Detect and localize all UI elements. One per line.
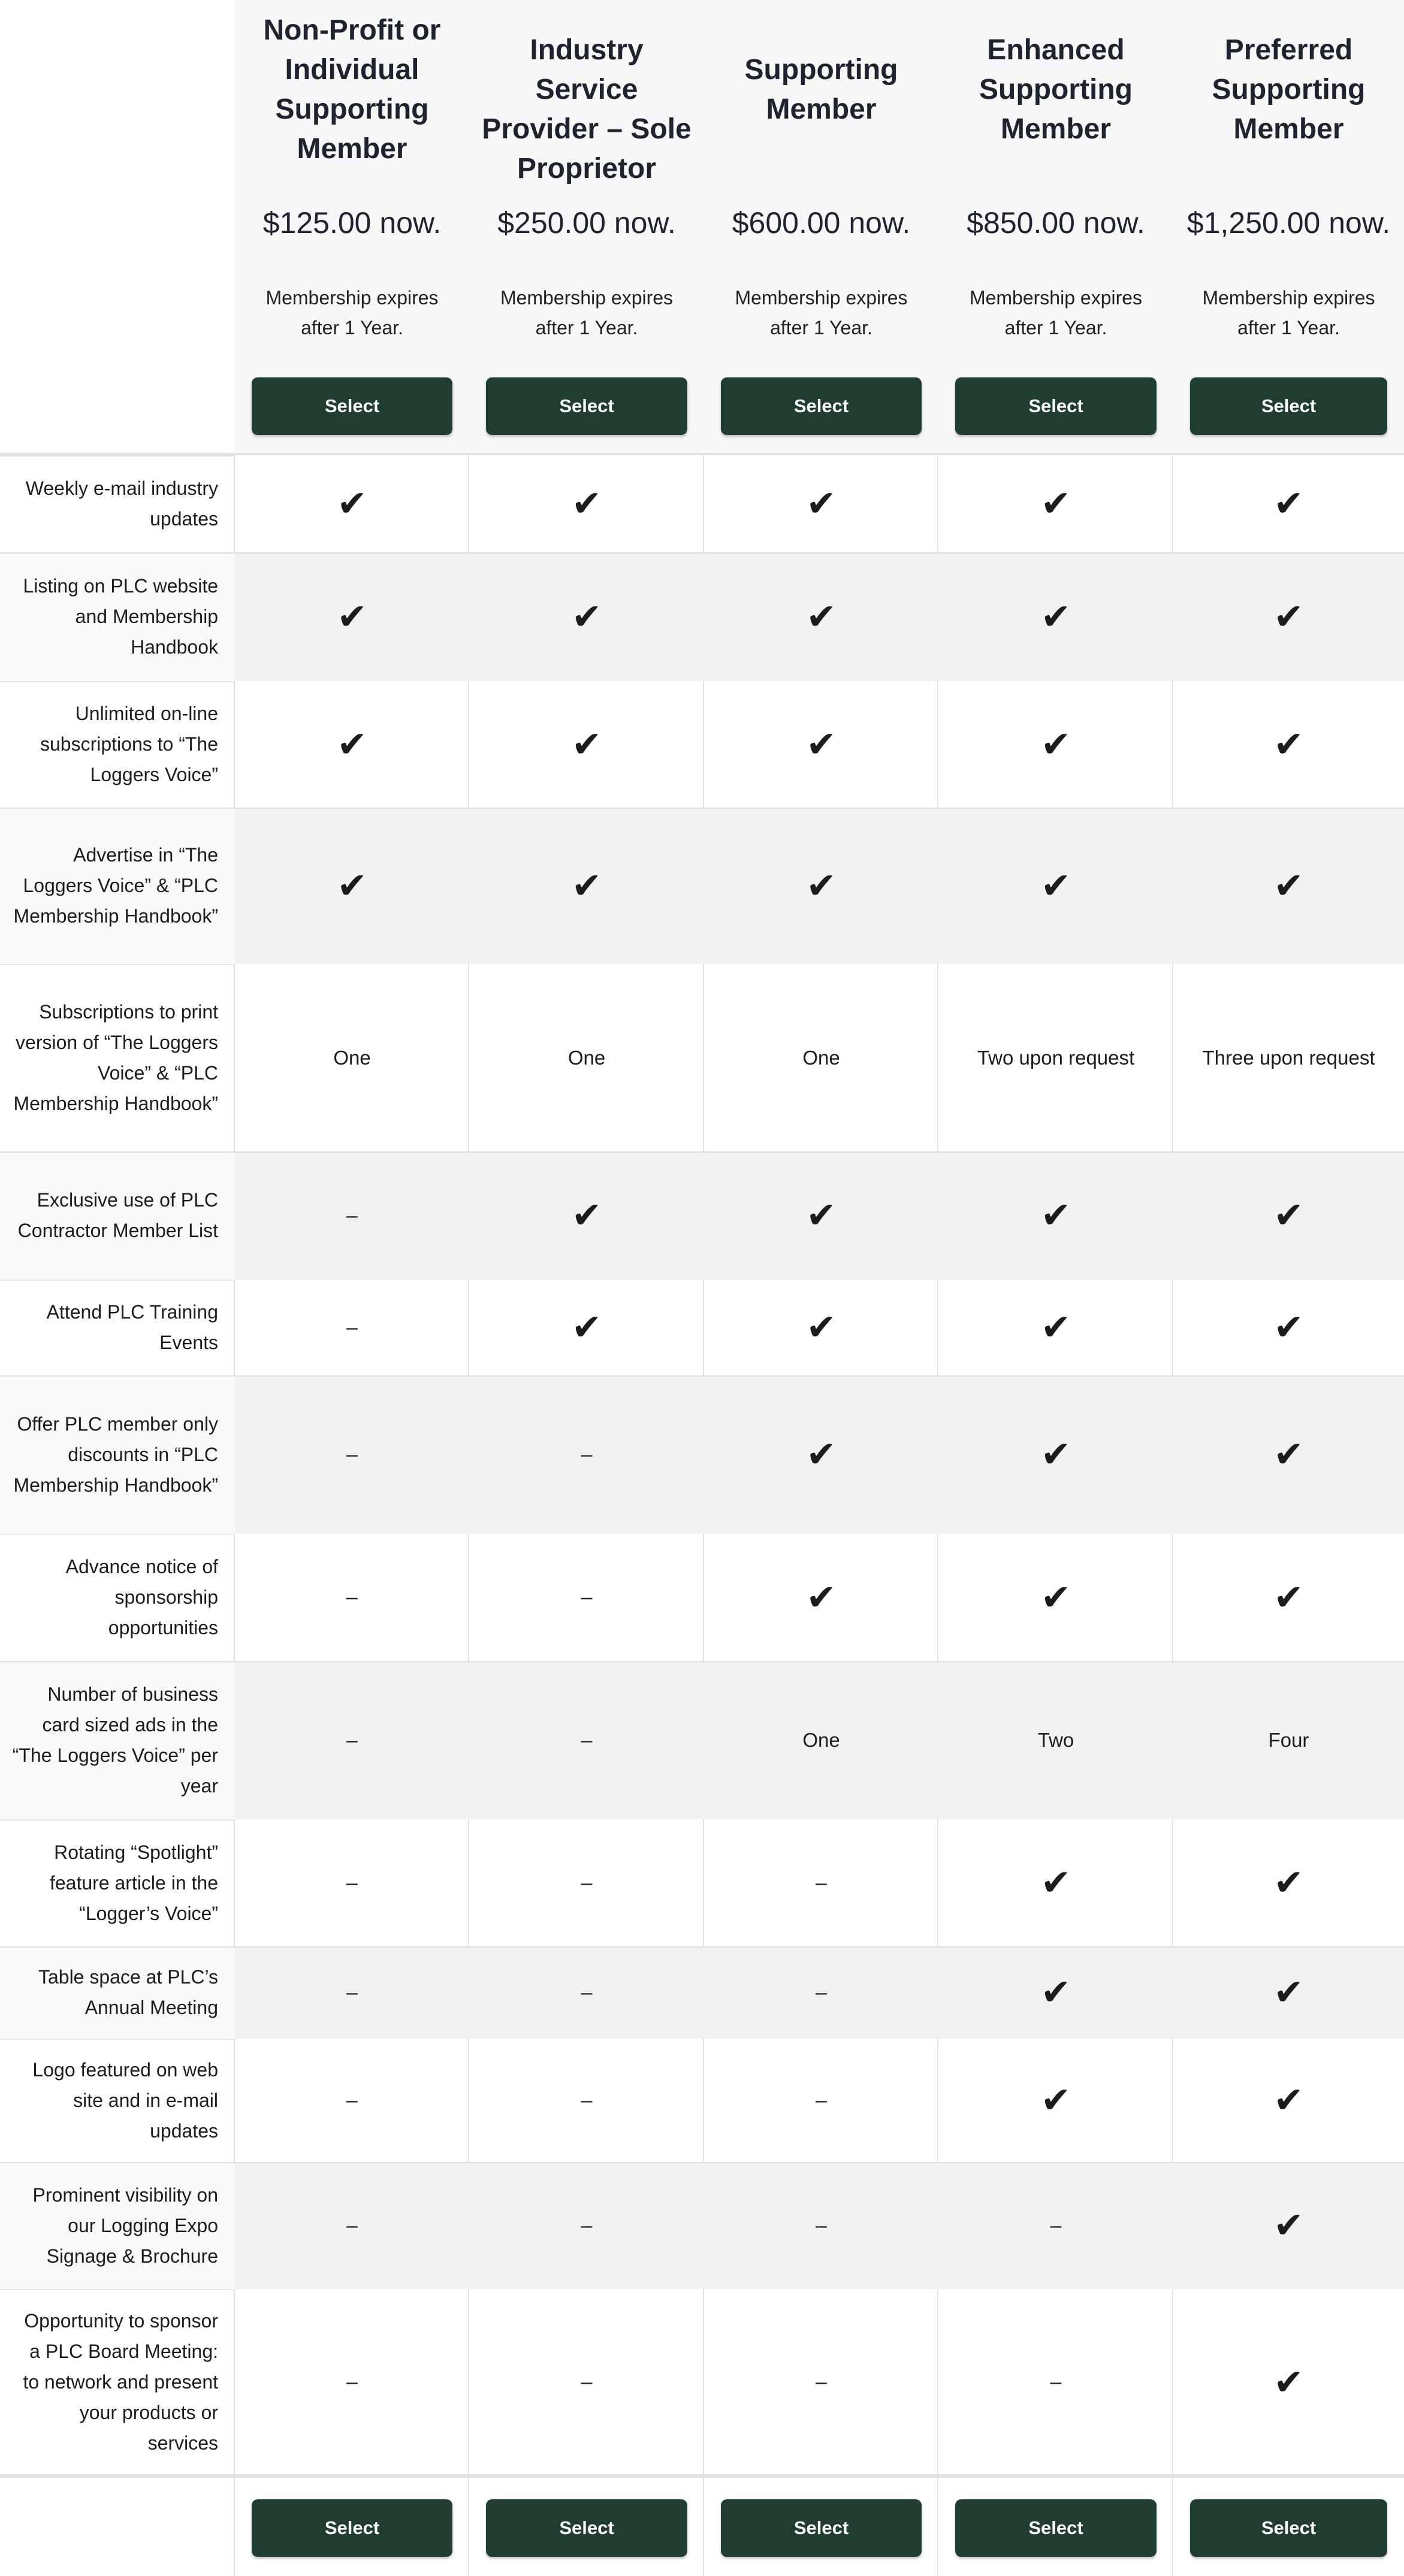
feature-cell xyxy=(1173,1729,1404,1752)
feature-cell xyxy=(938,865,1173,906)
feature-cell xyxy=(1173,1307,1404,1347)
dash-icon: – xyxy=(581,2214,593,2237)
select-button[interactable]: Select xyxy=(1190,2499,1387,2557)
feature-cell xyxy=(469,1307,704,1347)
select-button[interactable]: Select xyxy=(721,2499,922,2557)
feature-cell xyxy=(235,724,469,764)
select-button[interactable]: Select xyxy=(721,377,922,435)
checkmark-icon: ✔ xyxy=(1040,1972,1071,2012)
feature-cell xyxy=(704,1047,938,1069)
checkmark-icon: ✔ xyxy=(806,1577,837,1617)
feature-cell xyxy=(938,1047,1173,1069)
tier-price: $850.00 now. xyxy=(967,206,1145,240)
feature-cell xyxy=(235,596,469,637)
tier-name: Supporting Member xyxy=(744,54,898,125)
feature-cell xyxy=(469,483,704,524)
feature-cell xyxy=(235,1047,469,1069)
feature-cell xyxy=(938,2371,1173,2394)
tier-name: Non-Profit or Individual Supporting Member xyxy=(263,14,441,165)
feature-cell xyxy=(469,2089,704,2112)
feature-cell xyxy=(938,1577,1173,1617)
feature-cell xyxy=(938,2082,1173,2118)
checkmark-icon: ✔ xyxy=(1040,1434,1071,1474)
feature-cell xyxy=(235,1316,469,1340)
feature-cell xyxy=(469,865,704,906)
select-button[interactable]: Select xyxy=(486,2499,687,2557)
feature-value: One xyxy=(802,1729,840,1751)
checkmark-icon: ✔ xyxy=(1040,596,1071,637)
dash-icon: – xyxy=(346,2371,358,2393)
feature-cell xyxy=(704,1871,938,1895)
tier-name: Preferred Supporting Member xyxy=(1212,34,1366,145)
feature-cell xyxy=(1173,1972,1404,2012)
checkmark-icon: ✔ xyxy=(1040,1307,1071,1347)
checkmark-icon: ✔ xyxy=(571,1195,602,1235)
feature-cell xyxy=(938,2214,1173,2238)
select-button[interactable]: Select xyxy=(252,377,452,435)
checkmark-icon: ✔ xyxy=(806,483,837,524)
feature-cell xyxy=(938,724,1173,764)
tier-expiry-note: Membership expires after 1 Year. xyxy=(735,287,908,338)
feature-cell xyxy=(1173,1434,1404,1474)
feature-cell xyxy=(469,1195,704,1235)
feature-cell xyxy=(1173,1865,1404,1901)
dash-icon: – xyxy=(346,1443,358,1466)
feature-cell xyxy=(704,865,938,906)
feature-cell xyxy=(704,1981,938,2004)
feature-label: Subscriptions to print version of “The Loggers Voice” & “PLC Membership Handbook” xyxy=(13,1000,218,1114)
checkmark-icon: ✔ xyxy=(1273,1577,1304,1617)
feature-cell xyxy=(235,1981,469,2004)
checkmark-icon: ✔ xyxy=(1040,1863,1071,1903)
checkmark-icon: ✔ xyxy=(1040,483,1071,524)
feature-cell xyxy=(704,1307,938,1347)
feature-cell xyxy=(704,2371,938,2394)
checkmark-icon: ✔ xyxy=(1273,1307,1304,1347)
feature-cell xyxy=(469,724,704,764)
feature-cell xyxy=(235,1871,469,1895)
feature-cell xyxy=(235,1204,469,1227)
checkmark-icon: ✔ xyxy=(806,1195,837,1235)
feature-cell xyxy=(938,483,1173,524)
feature-label: Advance notice of sponsorship opportunities xyxy=(65,1556,218,1638)
feature-value: One xyxy=(333,1046,371,1069)
tier-expiry-note: Membership expires after 1 Year. xyxy=(500,287,674,338)
checkmark-icon: ✔ xyxy=(1040,865,1071,906)
feature-label: Weekly e-mail industry updates xyxy=(25,477,218,530)
feature-cell xyxy=(1173,2362,1404,2402)
checkmark-icon: ✔ xyxy=(571,596,602,637)
column-divider xyxy=(703,2478,704,2576)
tier-expiry-note: Membership expires after 1 Year. xyxy=(265,287,439,338)
tier-expiry-note: Membership expires after 1 Year. xyxy=(969,287,1143,338)
tier-name: Industry Service Provider – Sole Proprietor xyxy=(482,34,692,185)
feature-value: Four xyxy=(1268,1729,1309,1751)
checkmark-icon: ✔ xyxy=(337,483,367,524)
checkmark-icon: ✔ xyxy=(1273,1863,1304,1903)
feature-value: One xyxy=(567,1046,606,1069)
dash-icon: – xyxy=(346,1316,358,1339)
dash-icon: – xyxy=(816,2088,827,2112)
tier-price: $1,250.00 now. xyxy=(1186,206,1391,240)
feature-cell xyxy=(235,1729,469,1752)
dash-icon: – xyxy=(816,1871,827,1894)
feature-cell xyxy=(235,2214,469,2238)
feature-label: Offer PLC member only discounts in “PLC Membership Handbook” xyxy=(13,1413,218,1496)
dash-icon: – xyxy=(346,2088,358,2112)
feature-value: Two upon request xyxy=(977,1046,1135,1069)
select-button[interactable]: Select xyxy=(955,377,1157,435)
checkmark-icon: ✔ xyxy=(1040,2080,1071,2120)
checkmark-icon: ✔ xyxy=(337,596,367,637)
dash-icon: – xyxy=(346,1728,358,1752)
dash-icon: – xyxy=(346,1586,358,1609)
feature-cell xyxy=(938,1972,1173,2012)
checkmark-icon: ✔ xyxy=(1273,1972,1304,2012)
tier-price: $125.00 now. xyxy=(262,206,442,240)
feature-cell xyxy=(469,2371,704,2394)
feature-label: Unlimited on-line subscriptions to “The Loggers Voice” xyxy=(40,703,218,785)
feature-cell xyxy=(235,865,469,906)
tier-header xyxy=(704,0,938,455)
checkmark-icon: ✔ xyxy=(1040,724,1071,764)
tier-header xyxy=(938,0,1173,455)
checkmark-icon: ✔ xyxy=(337,724,367,764)
feature-cell xyxy=(938,1865,1173,1901)
checkmark-icon: ✔ xyxy=(571,865,602,906)
feature-cell xyxy=(1173,596,1404,637)
feature-cell xyxy=(469,1981,704,2004)
select-button[interactable]: Select xyxy=(955,2499,1157,2557)
tier-price: $600.00 now. xyxy=(732,206,911,240)
select-button[interactable]: Select xyxy=(486,377,687,435)
dash-icon: – xyxy=(581,2371,593,2393)
checkmark-icon: ✔ xyxy=(1273,865,1304,906)
dash-icon: – xyxy=(346,1871,358,1894)
checkmark-icon: ✔ xyxy=(1273,1195,1304,1235)
dash-icon: – xyxy=(346,1981,358,2004)
feature-cell xyxy=(938,1307,1173,1347)
dash-icon: – xyxy=(816,2214,827,2237)
checkmark-icon: ✔ xyxy=(571,724,602,764)
feature-cell xyxy=(469,1586,704,1609)
feature-cell xyxy=(469,596,704,637)
feature-label: Logo featured on web site and in e-mail updates xyxy=(32,2058,218,2142)
dash-icon: – xyxy=(1050,2214,1062,2237)
dash-icon: – xyxy=(581,1586,593,1609)
feature-cell xyxy=(938,596,1173,637)
feature-cell xyxy=(1173,483,1404,524)
feature-cell xyxy=(1173,724,1404,764)
checkmark-icon: ✔ xyxy=(1040,1577,1071,1617)
tier-price: $250.00 now. xyxy=(497,206,676,240)
column-divider xyxy=(234,2478,235,2576)
checkmark-icon: ✔ xyxy=(1273,2362,1304,2402)
checkmark-icon: ✔ xyxy=(806,1307,837,1347)
select-button[interactable]: Select xyxy=(252,2499,452,2557)
feature-cell xyxy=(704,596,938,637)
feature-cell xyxy=(235,483,469,524)
feature-cell xyxy=(235,1586,469,1609)
feature-cell xyxy=(704,724,938,764)
feature-cell xyxy=(235,2371,469,2394)
feature-label: Number of business card sized ads in the “The Loggers Voice” per year xyxy=(12,1683,218,1797)
feature-cell xyxy=(704,2089,938,2112)
column-divider xyxy=(937,2478,938,2576)
feature-label: Exclusive use of PLC Contractor Member List xyxy=(17,1189,218,1241)
tier-header xyxy=(235,0,469,455)
dash-icon: – xyxy=(581,1443,593,1466)
checkmark-icon: ✔ xyxy=(571,1307,602,1347)
feature-cell xyxy=(704,2214,938,2238)
feature-value: Three upon request xyxy=(1202,1046,1375,1069)
checkmark-icon: ✔ xyxy=(806,724,837,764)
tier-expiry-note: Membership expires after 1 Year. xyxy=(1202,287,1375,338)
feature-cell xyxy=(1173,1195,1404,1235)
checkmark-icon: ✔ xyxy=(337,865,367,906)
feature-cell xyxy=(469,1443,704,1467)
feature-cell xyxy=(469,2214,704,2238)
dash-icon: – xyxy=(581,1728,593,1752)
dash-icon: – xyxy=(581,1981,593,2004)
feature-cell xyxy=(1173,1047,1404,1069)
feature-cell xyxy=(938,1434,1173,1474)
dash-icon: – xyxy=(346,1204,358,1227)
feature-cell xyxy=(469,1871,704,1895)
feature-label: Prominent visibility on our Logging Expo Signage & Brochure xyxy=(32,2184,218,2267)
dash-icon: – xyxy=(816,2371,827,2393)
feature-label: Opportunity to sponsor a PLC Board Meeting: to network and present your products or services xyxy=(23,2310,218,2454)
checkmark-icon: ✔ xyxy=(1273,2205,1304,2245)
feature-cell xyxy=(1173,2205,1404,2245)
checkmark-icon: ✔ xyxy=(1040,1195,1071,1235)
dash-icon: – xyxy=(581,1871,593,1894)
feature-cell xyxy=(704,1577,938,1617)
feature-cell xyxy=(938,1729,1173,1752)
dash-icon: – xyxy=(816,1981,827,2004)
checkmark-icon: ✔ xyxy=(806,1434,837,1474)
feature-cell xyxy=(704,483,938,524)
feature-cell xyxy=(704,1434,938,1474)
feature-cell xyxy=(235,1443,469,1467)
tier-header xyxy=(469,0,704,455)
feature-cell xyxy=(235,2089,469,2112)
feature-label: Rotating “Spotlight” feature article in the “Logger’s Voice” xyxy=(49,1841,218,1924)
feature-value: One xyxy=(802,1046,840,1069)
checkmark-icon: ✔ xyxy=(1273,596,1304,637)
dash-icon: – xyxy=(1050,2371,1062,2393)
dash-icon: – xyxy=(346,2214,358,2237)
feature-cell xyxy=(1173,2082,1404,2118)
checkmark-icon: ✔ xyxy=(571,483,602,524)
checkmark-icon: ✔ xyxy=(1273,724,1304,764)
column-divider xyxy=(468,2478,469,2576)
feature-cell xyxy=(704,1729,938,1752)
checkmark-icon: ✔ xyxy=(1273,1434,1304,1474)
checkmark-icon: ✔ xyxy=(806,865,837,906)
column-divider xyxy=(1172,2478,1173,2576)
feature-label: Attend PLC Training Events xyxy=(46,1301,218,1353)
feature-cell xyxy=(1173,865,1404,906)
select-button[interactable]: Select xyxy=(1190,377,1387,435)
feature-label: Listing on PLC website and Membership Handbook xyxy=(23,575,218,658)
tier-name: Enhanced Supporting Member xyxy=(979,34,1133,145)
checkmark-icon: ✔ xyxy=(1273,2080,1304,2120)
feature-value: Two xyxy=(1037,1729,1074,1751)
feature-cell xyxy=(469,1729,704,1752)
feature-cell xyxy=(1173,1577,1404,1617)
feature-label: Advertise in “The Loggers Voice” & “PLC Membership Handbook” xyxy=(13,844,218,927)
feature-cell xyxy=(704,1195,938,1235)
feature-label: Table space at PLC’s Annual Meeting xyxy=(38,1966,218,2018)
feature-cell xyxy=(938,1195,1173,1235)
tier-header xyxy=(1173,0,1404,455)
checkmark-icon: ✔ xyxy=(806,596,837,637)
feature-cell xyxy=(469,1047,704,1069)
checkmark-icon: ✔ xyxy=(1273,483,1304,524)
dash-icon: – xyxy=(581,2088,593,2112)
